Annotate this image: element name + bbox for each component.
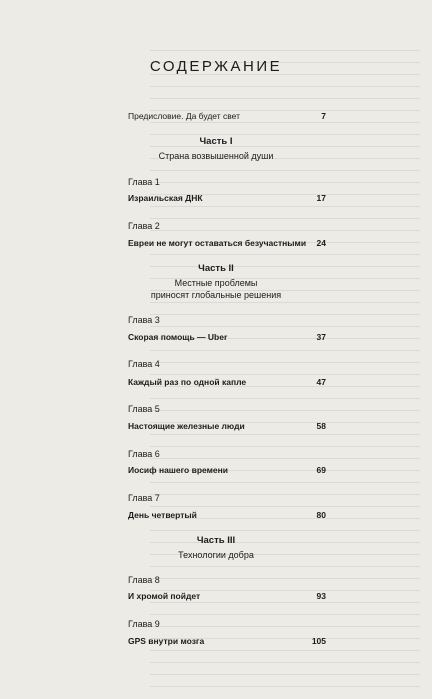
toc-chapter-9[interactable]: [128, 636, 326, 650]
chapter-1-title: Израильская ДНК: [128, 193, 203, 203]
part-1-label: Часть I: [199, 136, 233, 147]
chapter-6-label: Глава 6: [128, 449, 160, 459]
toc-chapter-6[interactable]: [128, 465, 326, 479]
chapter-3-page: 37: [316, 332, 326, 342]
chapter-3-title: Скорая помощь — Uber: [128, 332, 228, 342]
chapter-2-title: Евреи не могут оставаться безучастными: [128, 238, 307, 248]
part-2-label: Часть II: [198, 263, 234, 274]
toc-chapter-4[interactable]: [128, 377, 326, 391]
chapter-4-label: Глава 4: [128, 359, 160, 369]
chapter-1-label: Глава 1: [128, 177, 160, 187]
chapter-8-page: 93: [316, 591, 326, 601]
toc-preface-title: Предисловие. Да будет свет: [128, 111, 240, 121]
toc-chapter-8[interactable]: [128, 591, 326, 605]
chapter-2-label: Глава 2: [128, 221, 160, 231]
chapter-7-title: День четвертый: [128, 510, 197, 520]
chapter-8-title: И хромой пойдет: [128, 591, 201, 601]
part-2-subtitle-line2: приносят глобальные решения: [150, 290, 282, 300]
chapter-8-label: Глава 8: [128, 575, 160, 585]
chapter-6-title: Иосиф нашего времени: [128, 465, 229, 475]
chapter-9-page: 105: [311, 636, 326, 646]
toc-preface[interactable]: [128, 111, 326, 125]
chapter-1-page: 17: [316, 193, 326, 203]
part-2-subtitle-line1: Местные проблемы: [174, 278, 258, 288]
chapter-5-title: Настоящие железные люди: [128, 421, 245, 431]
page-title: СОДЕРЖАНИЕ: [149, 58, 283, 75]
toc-preface-page: 7: [321, 111, 326, 121]
chapter-4-title: Каждый раз по одной капле: [128, 377, 247, 387]
part-3-subtitle: Технологии добра: [178, 550, 254, 560]
chapter-3-label: Глава 3: [128, 315, 160, 325]
chapter-6-page: 69: [316, 465, 326, 475]
chapter-4-page: 47: [316, 377, 326, 387]
toc-chapter-5[interactable]: [128, 421, 326, 435]
chapter-5-label: Глава 5: [128, 404, 160, 414]
chapter-5-page: 58: [316, 421, 326, 431]
part-3-label: Часть III: [196, 535, 236, 546]
chapter-7-page: 80: [316, 510, 326, 520]
part-1-subtitle: Страна возвышенной души: [158, 151, 274, 161]
chapter-9-title: GPS внутри мозга: [128, 636, 205, 646]
toc-chapter-3[interactable]: [128, 332, 326, 346]
toc-chapter-1[interactable]: [128, 193, 326, 207]
chapter-2-page: 24: [316, 238, 326, 248]
chapter-9-label: Глава 9: [128, 619, 160, 629]
chapter-7-label: Глава 7: [128, 493, 160, 503]
toc-chapter-7[interactable]: [128, 510, 326, 524]
toc-chapter-2[interactable]: [128, 238, 326, 252]
